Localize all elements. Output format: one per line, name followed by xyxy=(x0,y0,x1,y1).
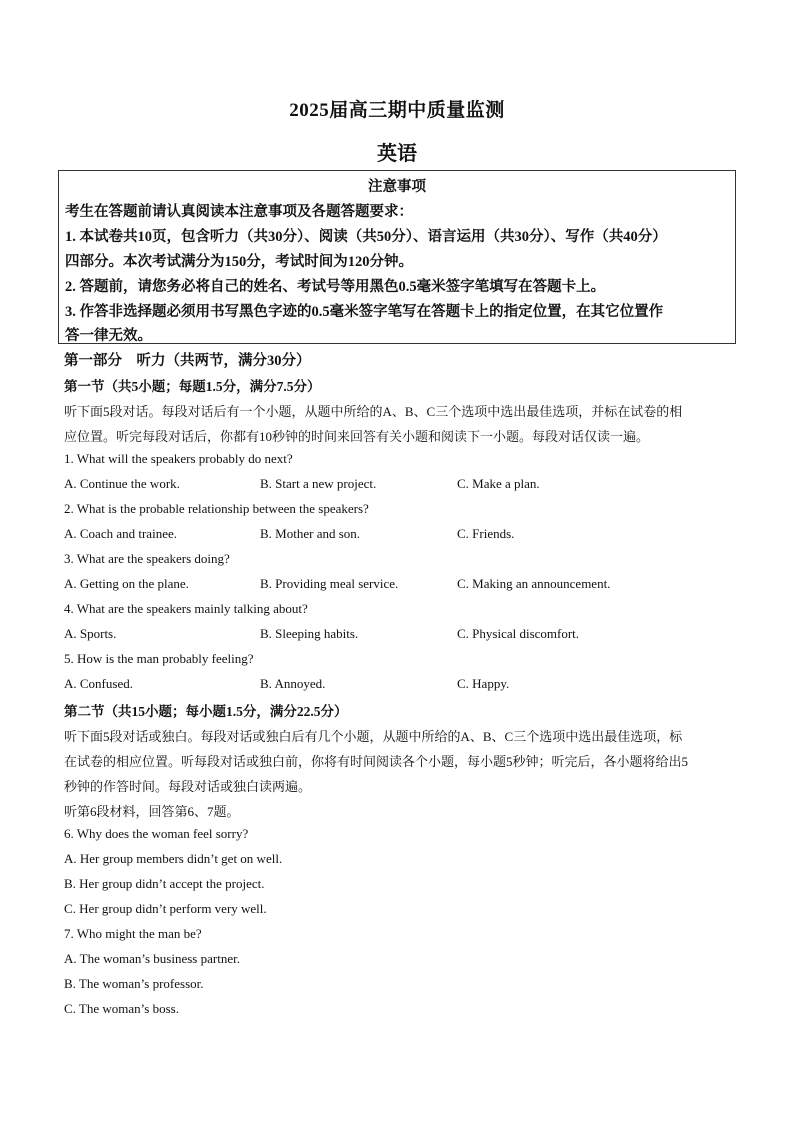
option-b: B. Her group didn’t accept the project. xyxy=(64,876,265,891)
notice-line: 3. 作答非选择题必须用书写黑色字迹的0.5毫米签字笔写在答题卡上的指定位置，在其它位置作 xyxy=(65,304,664,320)
instruction-line: 秒钟的作答时间。每段对话或独白读两遍。 xyxy=(64,779,312,794)
option-c: C. Friends. xyxy=(457,526,515,541)
option-a: A. Coach and trainee. xyxy=(64,526,177,541)
option-c: C. Making an announcement. xyxy=(457,576,611,591)
part-heading: 第一部分 听力（共两节，满分30分） xyxy=(64,353,311,369)
question-text: 7. Who might the man be? xyxy=(64,926,202,941)
option-a: A. Getting on the plane. xyxy=(64,576,189,591)
option-b: B. Mother and son. xyxy=(260,526,361,541)
exam-title: 2025届高三期中质量监测 xyxy=(289,100,505,121)
option-a: A. Confused. xyxy=(64,676,133,691)
question-text: 1. What will the speakers probably do next? xyxy=(64,451,293,466)
question-text: 3. What are the speakers doing? xyxy=(64,551,230,566)
option-c: C. Happy. xyxy=(457,676,510,691)
instruction-line: 听下面5段对话或独白。每段对话或独白后有几个小题，从题中所给的A、B、C三个选项中选出最佳选项，标 xyxy=(64,729,683,744)
notice-line: 1. 本试卷共10页，包含听力（共30分）、阅读（共50分）、语言运用（共30分）、写作（共40分） xyxy=(65,229,667,245)
option-c: C. Physical discomfort. xyxy=(457,626,580,641)
subject-title: 英语 xyxy=(377,143,417,165)
instruction-line: 听下面5段对话。每段对话后有一个小题，从题中所给的A、B、C三个选项中选出最佳选项，并标在试卷的相 xyxy=(64,404,683,419)
question-text: 6. Why does the woman feel sorry? xyxy=(64,826,249,841)
notice-line: 答一律无效。 xyxy=(65,328,152,344)
option-b: B. The woman’s professor. xyxy=(64,976,204,991)
option-c: C. Make a plan. xyxy=(457,476,540,491)
instruction-line: 应位置。听完每段对话后，你都有10秒钟的时间来回答有关小题和阅读下一小题。每段对话仅读一遍。 xyxy=(64,429,650,444)
notice-box xyxy=(58,170,736,344)
notice-title: 注意事项 xyxy=(368,179,426,195)
option-b: B. Annoyed. xyxy=(260,676,326,691)
option-c: C. Her group didn’t perform very well. xyxy=(64,901,267,916)
option-a: A. Her group members didn’t get on well. xyxy=(64,851,283,866)
notice-line: 2. 答题前，请您务必将自己的姓名、考试号等用黑色0.5毫米签字笔填写在答题卡上。 xyxy=(65,279,606,295)
notice-line: 考生在答题前请认真阅读本注意事项及各题答题要求： xyxy=(65,204,413,220)
option-a: A. Sports. xyxy=(64,626,117,641)
option-a: A. Continue the work. xyxy=(64,476,180,491)
option-b: B. Start a new project. xyxy=(260,476,377,491)
section-heading: 第一节（共5小题；每题1.5分，满分7.5分） xyxy=(64,379,321,394)
question-text: 2. What is the probable relationship between the speakers? xyxy=(64,501,369,516)
question-text: 4. What are the speakers mainly talking about? xyxy=(64,601,308,616)
option-a: A. The woman’s business partner. xyxy=(64,951,240,966)
section-heading: 第二节（共15小题；每小题1.5分，满分22.5分） xyxy=(64,704,348,719)
option-c: C. The woman’s boss. xyxy=(64,1001,179,1016)
instruction-line: 在试卷的相应位置。听每段对话或独白前，你将有时间阅读各个小题，每小题5秒钟；听完后，各小题将给出5 xyxy=(64,754,689,769)
question-text: 5. How is the man probably feeling? xyxy=(64,651,254,666)
notice-line: 四部分。本次考试满分为150分，考试时间为120分钟。 xyxy=(65,254,413,270)
material-line: 听第6段材料，回答第6、7题。 xyxy=(64,804,240,819)
option-b: B. Providing meal service. xyxy=(260,576,399,591)
option-b: B. Sleeping habits. xyxy=(260,626,359,641)
